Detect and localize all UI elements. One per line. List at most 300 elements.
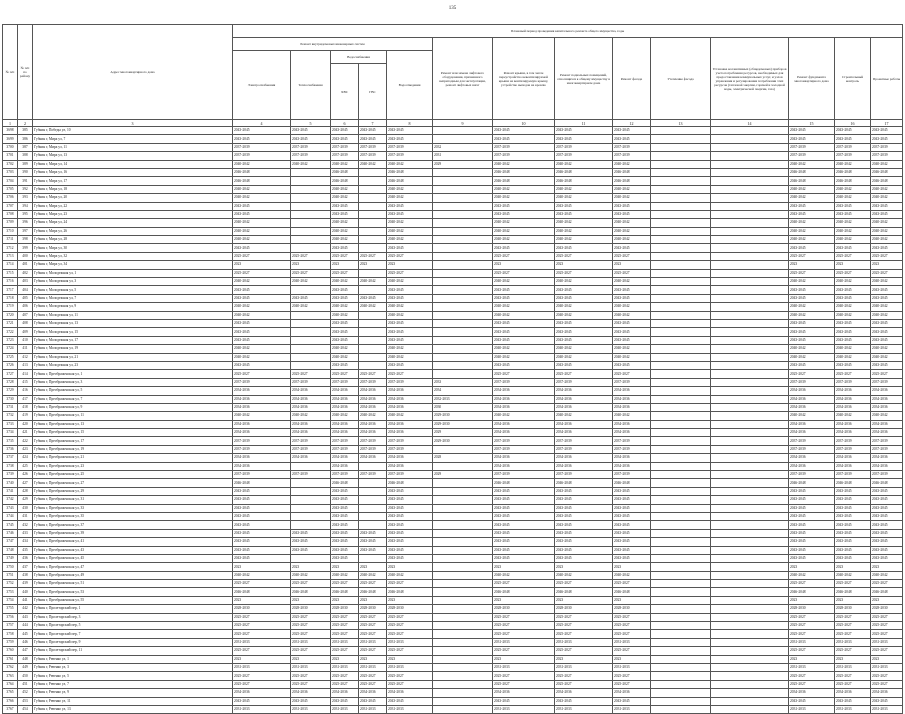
table-cell: 2031-2033 (789, 705, 835, 713)
table-cell: 2043-2045 (871, 361, 903, 369)
table-cell: 2034-2036 (233, 429, 291, 437)
address-cell: Губкин г, Ревенко ул, 7 (33, 680, 233, 688)
address-cell: Губкин г, Преображенская ул, 5 (33, 387, 233, 395)
table-cell: 2040-2042 (789, 227, 835, 235)
table-cell: 2031-2033 (613, 638, 651, 646)
table-cell: 2040-2042 (835, 194, 871, 202)
table-cell: 2031-2033 (359, 638, 387, 646)
table-cell: 2040-2042 (555, 571, 613, 579)
table-cell: 2031-2033 (387, 705, 433, 713)
table-row (3, 689, 903, 697)
table-cell: 2025-2027 (871, 613, 903, 621)
table-cell: 2040-2042 (789, 345, 835, 353)
table-cell: 2046-2048 (871, 168, 903, 176)
table-cell: 2034-2036 (613, 689, 651, 697)
table-cell: 2034-2036 (493, 387, 555, 395)
table-cell: 2043-2045 (613, 244, 651, 252)
table-cell: 2037-2039 (331, 143, 359, 151)
address-cell: Губкин г, Мира ул, 17 (33, 177, 233, 185)
table-cell (433, 479, 493, 487)
table-cell (651, 529, 711, 537)
table-cell: 2025-2027 (291, 672, 331, 680)
table-cell: 2028-2030 (835, 605, 871, 613)
table-cell (711, 244, 789, 252)
table-cell: 2034-2036 (387, 420, 433, 428)
column-number: 9 (433, 120, 493, 127)
table-cell: 3713 (3, 252, 18, 260)
table-row (3, 370, 903, 378)
table-cell (651, 420, 711, 428)
table-cell (291, 521, 331, 529)
address-cell: Губкин г, Преображенская ул, 23 (33, 462, 233, 470)
table-cell: 2043-2045 (331, 328, 359, 336)
table-cell: 2037-2039 (789, 437, 835, 445)
table-row (3, 496, 903, 504)
table-row (3, 319, 903, 327)
table-cell (291, 194, 331, 202)
column-number: 1 (3, 120, 18, 127)
table-cell: 2025-2027 (387, 370, 433, 378)
table-cell (291, 177, 331, 185)
table-cell: 2043-2045 (871, 496, 903, 504)
table-cell: 2034-2036 (613, 395, 651, 403)
table-cell: 2040-2042 (835, 278, 871, 286)
table-row (3, 697, 903, 705)
table-cell: 2023 (359, 261, 387, 269)
table-cell: 2034-2036 (789, 689, 835, 697)
table-cell (651, 370, 711, 378)
table-cell (433, 462, 493, 470)
table-cell (651, 227, 711, 235)
table-cell: 2037-2039 (835, 445, 871, 453)
table-cell: 2043-2045 (387, 127, 433, 135)
table-cell: 2037-2039 (359, 471, 387, 479)
table-cell: 2029-2030 (433, 437, 493, 445)
table-cell: 3755 (3, 605, 18, 613)
table-cell (359, 496, 387, 504)
table-cell: 2043-2045 (789, 361, 835, 369)
table-cell: 2043-2045 (387, 135, 433, 143)
table-cell (711, 622, 789, 630)
table-cell: 2043-2045 (789, 319, 835, 327)
table-cell: 2043-2045 (613, 496, 651, 504)
address-cell: Губкин г, Мира ул, 28 (33, 236, 233, 244)
table-row (3, 571, 903, 579)
table-cell: 2040-2042 (613, 219, 651, 227)
table-cell: 3739 (3, 471, 18, 479)
table-cell: 2034-2036 (613, 420, 651, 428)
table-cell: 3747 (3, 538, 18, 546)
table-cell: 2025-2027 (291, 580, 331, 588)
table-cell: 412 (18, 353, 33, 361)
table-cell: 2040-2042 (871, 303, 903, 311)
table-cell: 2025-2027 (291, 252, 331, 260)
table-cell: 2025-2027 (291, 680, 331, 688)
table-cell: 2025-2027 (789, 680, 835, 688)
table-cell: 2025-2027 (613, 672, 651, 680)
table-cell: 2043-2045 (493, 538, 555, 546)
table-row (3, 429, 903, 437)
table-row (3, 529, 903, 537)
table-cell: 2040-2042 (291, 278, 331, 286)
table-cell: 2028-2030 (493, 605, 555, 613)
table-cell (651, 454, 711, 462)
table-cell: 2043-2045 (871, 546, 903, 554)
table-cell: 2040-2042 (291, 160, 331, 168)
table-row (3, 278, 903, 286)
table-cell: 2031-2033 (359, 705, 387, 713)
table-cell (651, 202, 711, 210)
table-row (3, 143, 903, 151)
table-cell: 411 (18, 345, 33, 353)
table-cell: 2043-2045 (291, 538, 331, 546)
table-cell: 2040-2042 (331, 236, 359, 244)
table-cell (651, 429, 711, 437)
table-cell: 2037-2039 (493, 445, 555, 453)
table-cell: 3722 (3, 328, 18, 336)
table-cell: 2043-2045 (835, 202, 871, 210)
table-cell: 2043-2045 (359, 135, 387, 143)
table-cell: 2046-2048 (493, 588, 555, 596)
table-cell: 2034-2036 (387, 395, 433, 403)
table-cell: 425 (18, 462, 33, 470)
table-cell (711, 672, 789, 680)
table-cell: 2043-2045 (871, 244, 903, 252)
table-cell: 2025-2027 (835, 680, 871, 688)
table-cell: 418 (18, 403, 33, 411)
table-cell (711, 596, 789, 604)
table-cell: 2034-2036 (871, 454, 903, 462)
table-cell (433, 655, 493, 663)
table-cell (711, 210, 789, 218)
header-heat: Теплоснабжения (291, 51, 331, 120)
table-cell: 3745 (3, 521, 18, 529)
table-cell: 2043-2045 (493, 521, 555, 529)
table-cell: 2034-2036 (233, 462, 291, 470)
table-cell (359, 336, 387, 344)
table-cell (711, 160, 789, 168)
table-cell: 444 (18, 622, 33, 630)
table-cell: 2023 (613, 563, 651, 571)
table-cell: 2025-2027 (555, 269, 613, 277)
table-cell: 2040-2042 (331, 185, 359, 193)
table-cell: 2043-2045 (555, 496, 613, 504)
table-cell: 2040-2042 (789, 278, 835, 286)
table-row (3, 152, 903, 160)
table-cell (433, 546, 493, 554)
address-cell: Губкин г, Мира ул, 34 (33, 261, 233, 269)
table-cell: 2043-2045 (613, 512, 651, 520)
table-cell: 2028-2030 (233, 605, 291, 613)
table-cell: 2023 (291, 596, 331, 604)
table-cell: 2037-2039 (871, 143, 903, 151)
table-cell (433, 664, 493, 672)
table-cell: 2043-2045 (387, 294, 433, 302)
table-cell: 3727 (3, 370, 18, 378)
table-cell (433, 705, 493, 713)
table-cell (359, 512, 387, 520)
table-cell: 2023 (493, 655, 555, 663)
table-cell: 2040-2042 (835, 227, 871, 235)
table-cell: 2043-2045 (613, 135, 651, 143)
table-cell: 2043-2045 (555, 286, 613, 294)
table-cell (433, 269, 493, 277)
table-row (3, 664, 903, 672)
table-cell (711, 194, 789, 202)
table-cell: 2040-2042 (359, 412, 387, 420)
table-cell: 2023 (871, 596, 903, 604)
address-cell: Губкин г, Преображенская ул, 21 (33, 454, 233, 462)
table-cell: 2025-2027 (789, 370, 835, 378)
table-cell: 2037-2039 (493, 437, 555, 445)
table-cell: 2040-2042 (613, 412, 651, 420)
table-cell: 3709 (3, 219, 18, 227)
table-cell (711, 680, 789, 688)
table-cell: 2043-2045 (835, 521, 871, 529)
table-cell: 3724 (3, 345, 18, 353)
table-cell: 2031-2033 (555, 638, 613, 646)
table-cell: 2031-2033 (555, 664, 613, 672)
table-cell: 2031-2033 (835, 705, 871, 713)
table-cell: 2040-2042 (233, 303, 291, 311)
table-row (3, 135, 903, 143)
table-cell: 2043-2045 (233, 361, 291, 369)
table-cell: 2025-2027 (493, 672, 555, 680)
table-cell: 2040-2042 (387, 278, 433, 286)
table-row (3, 345, 903, 353)
table-cell: 2037-2039 (387, 143, 433, 151)
table-cell (359, 311, 387, 319)
address-cell: Губкин г, Мира ул, 11 (33, 143, 233, 151)
table-row (3, 487, 903, 495)
table-cell: 2023 (555, 261, 613, 269)
capital-repair-table (2, 24, 903, 714)
table-cell: 2043-2045 (789, 336, 835, 344)
table-cell (433, 135, 493, 143)
table-cell (651, 185, 711, 193)
table-cell: 2025-2027 (835, 622, 871, 630)
table-cell: 2040-2042 (493, 236, 555, 244)
table-cell: 2025-2027 (331, 613, 359, 621)
table-cell: 2037-2039 (555, 143, 613, 151)
table-cell: 2025-2027 (387, 269, 433, 277)
table-cell: 2023 (331, 261, 359, 269)
table-cell: 2025-2027 (871, 370, 903, 378)
table-cell (291, 328, 331, 336)
address-cell: Губкин г, Преображенская ул, 51 (33, 580, 233, 588)
table-cell: 2043-2045 (331, 546, 359, 554)
table-cell (711, 177, 789, 185)
table-cell: 2043-2045 (233, 496, 291, 504)
column-number: 12 (613, 120, 651, 127)
table-cell (651, 672, 711, 680)
table-cell: 2043-2045 (291, 546, 331, 554)
table-cell: 442 (18, 605, 33, 613)
table-cell (651, 680, 711, 688)
address-cell: Губкин г, Преображенская ул, 9 (33, 403, 233, 411)
table-row (3, 210, 903, 218)
table-cell: 3740 (3, 479, 18, 487)
table-cell: 2040-2042 (493, 185, 555, 193)
table-cell: 2034-2036 (835, 395, 871, 403)
table-cell: 2025-2027 (555, 630, 613, 638)
table-cell (651, 311, 711, 319)
table-cell: 2025-2027 (387, 672, 433, 680)
table-cell: 443 (18, 613, 33, 621)
table-cell: 2046-2048 (613, 479, 651, 487)
table-cell: 2043-2045 (835, 336, 871, 344)
table-cell: 438 (18, 571, 33, 579)
table-row (3, 177, 903, 185)
table-cell: 2040-2042 (387, 353, 433, 361)
table-cell (359, 269, 387, 277)
table-cell: 2043-2045 (613, 127, 651, 135)
table-cell: 2034-2036 (387, 387, 433, 395)
table-cell: 2040-2042 (871, 185, 903, 193)
table-cell: 449 (18, 664, 33, 672)
table-cell: 2040-2042 (871, 194, 903, 202)
table-cell: 3743 (3, 504, 18, 512)
table-cell: 2025-2027 (291, 370, 331, 378)
table-cell: 2034-2036 (291, 429, 331, 437)
table-cell: 2043-2045 (387, 521, 433, 529)
address-cell: Губкин г, Пролетарский пер, 5 (33, 622, 233, 630)
table-cell: 2037-2039 (387, 437, 433, 445)
table-cell: 2034-2036 (233, 420, 291, 428)
table-cell: 2034-2036 (331, 403, 359, 411)
table-cell: 2023 (493, 596, 555, 604)
address-cell: Губкин г, Преображенская ул, 33 (33, 504, 233, 512)
address-cell: Губкин г, Мира ул, 22 (33, 202, 233, 210)
table-cell (433, 588, 493, 596)
table-cell: 416 (18, 387, 33, 395)
table-cell: 2043-2045 (835, 294, 871, 302)
table-cell (433, 294, 493, 302)
table-cell: 2043-2045 (789, 244, 835, 252)
table-cell: 2025-2027 (493, 252, 555, 260)
table-cell: 2023 (233, 563, 291, 571)
table-cell: 393 (18, 194, 33, 202)
table-cell: 2034-2036 (613, 429, 651, 437)
table-cell: 2043-2045 (613, 286, 651, 294)
table-cell: 2040-2042 (359, 571, 387, 579)
address-cell: Губкин г, Преображенская ул, 15 (33, 429, 233, 437)
address-cell: Губкин г, Преображенская ул, 55 (33, 596, 233, 604)
table-cell: 2034-2036 (493, 462, 555, 470)
table-cell: 2043-2045 (233, 127, 291, 135)
table-cell: 2034-2036 (789, 395, 835, 403)
address-cell: Губкин г, Пролетарский пер, 3 (33, 613, 233, 621)
table-cell (433, 244, 493, 252)
table-cell: 2034-2036 (387, 689, 433, 697)
table-cell: 2025-2027 (789, 622, 835, 630)
table-cell (433, 680, 493, 688)
table-cell: 2031-2033 (871, 638, 903, 646)
table-cell: 2037-2039 (233, 445, 291, 453)
table-cell: 445 (18, 630, 33, 638)
table-cell: 2043-2045 (331, 496, 359, 504)
table-cell: 2037-2039 (555, 152, 613, 160)
address-cell: Губкин г, Молодежная ул, 13 (33, 319, 233, 327)
table-cell: 408 (18, 319, 33, 327)
table-cell: 2040-2042 (613, 571, 651, 579)
table-cell: 2043-2045 (613, 328, 651, 336)
table-cell: 2043-2045 (387, 202, 433, 210)
table-cell (433, 286, 493, 294)
table-cell: 2025-2027 (331, 622, 359, 630)
table-cell: 2040-2042 (613, 278, 651, 286)
table-cell: 2046-2048 (613, 168, 651, 176)
table-cell: 2043-2045 (835, 546, 871, 554)
table-cell: 2025-2027 (291, 630, 331, 638)
table-cell: 2034-2036 (387, 429, 433, 437)
table-cell: 2034-2036 (291, 420, 331, 428)
table-cell: 413 (18, 361, 33, 369)
table-row (3, 647, 903, 655)
table-cell: 2043-2045 (233, 546, 291, 554)
table-cell (651, 546, 711, 554)
table-cell (711, 580, 789, 588)
table-cell: 2043-2045 (331, 286, 359, 294)
table-cell: 2030 (433, 403, 493, 411)
table-cell: 2023 (387, 261, 433, 269)
table-cell (651, 236, 711, 244)
table-cell: 3761 (3, 655, 18, 663)
table-cell: 2043-2045 (871, 286, 903, 294)
table-cell (433, 622, 493, 630)
table-row (3, 437, 903, 445)
table-cell: 2029 (433, 429, 493, 437)
address-cell: Губкин г, Молодежная ул, 15 (33, 328, 233, 336)
table-cell: 2046-2048 (555, 588, 613, 596)
address-cell: Губкин г, Молодежная ул, 7 (33, 294, 233, 302)
table-cell: 2040-2042 (871, 219, 903, 227)
column-number: 5 (291, 120, 331, 127)
table-cell: 2034-2036 (359, 429, 387, 437)
table-cell: 2040-2042 (233, 571, 291, 579)
table-cell: 2046-2048 (233, 479, 291, 487)
table-cell: 2023 (871, 563, 903, 571)
table-cell: 2046-2048 (331, 479, 359, 487)
table-cell: 401 (18, 261, 33, 269)
table-cell: 2037-2039 (291, 378, 331, 386)
table-cell: 2040-2042 (233, 236, 291, 244)
table-cell: 452 (18, 689, 33, 697)
table-cell: 2040-2042 (613, 160, 651, 168)
table-cell: 2043-2045 (789, 328, 835, 336)
table-cell (291, 236, 331, 244)
table-cell: 2023 (291, 655, 331, 663)
table-cell: 2040-2042 (871, 571, 903, 579)
table-cell (291, 219, 331, 227)
table-cell: 3702 (3, 160, 18, 168)
table-cell: 2023 (835, 563, 871, 571)
table-cell (651, 596, 711, 604)
table-cell: 385 (18, 127, 33, 135)
table-cell (433, 236, 493, 244)
table-cell (291, 336, 331, 344)
table-cell: 2023 (359, 563, 387, 571)
table-cell: 2025-2027 (613, 269, 651, 277)
table-cell (711, 563, 789, 571)
table-cell: 2031-2033 (613, 664, 651, 672)
table-cell: 2034-2036 (835, 689, 871, 697)
table-cell: 2025-2027 (613, 647, 651, 655)
table-cell: 2034-2036 (789, 462, 835, 470)
table-cell (291, 210, 331, 218)
table-cell: 2031-2033 (233, 664, 291, 672)
table-cell (359, 554, 387, 562)
